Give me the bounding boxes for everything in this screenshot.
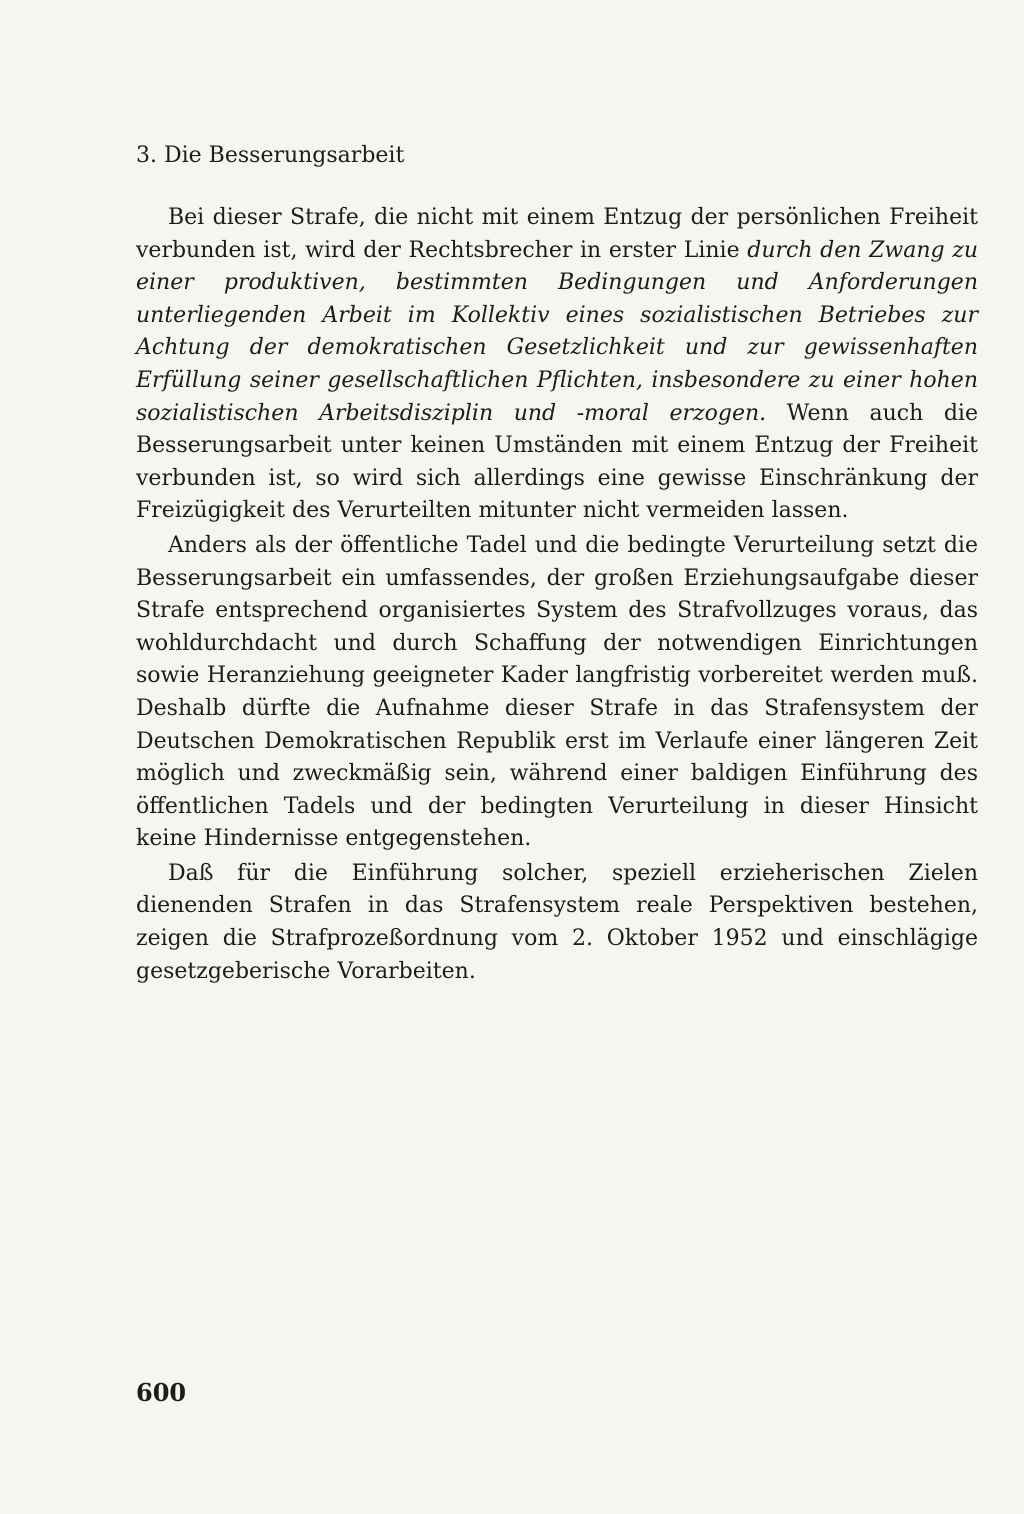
paragraph-2: [136, 530, 978, 856]
paragraph-3: [136, 858, 978, 988]
page-body: [136, 140, 978, 1500]
paragraph-1: [136, 202, 978, 528]
section-heading: 3. Die Besserungsarbeit: [136, 143, 405, 168]
page-number: 600: [136, 1378, 187, 1407]
paragraph-3-text: Daß für die Einführung solcher, speziell erzieherischen Zielen dienenden Strafen in das Strafensystem reale Perspektiven bestehen, zeigen die Strafprozeßordnung vom 2. Oktober 1952 und einschlägige gesetzgeberische Vorarbeiten.: [136, 860, 978, 984]
paragraph-1-italic-text: durch den Zwang zu einer produktiven, bestimmten Bedingungen und Anforderungen unterliegenden Arbeit im Kollektiv eines sozialistischen Betriebes zur Achtung der demokratischen Gesetzlichkeit und zur gewissenhaften Erfüllung seiner gesellschaftlichen Pflichten, insbesondere zu einer hohen sozialistischen Arbeitsdisziplin und -moral erzogen.: [136, 237, 978, 426]
paragraph-2-text: Anders als der öffentliche Tadel und die bedingte Verurteilung setzt die Besserungsarbeit ein umfassendes, der großen Erziehungsaufgabe dieser Strafe entsprechend organisiertes System des Strafvollzuges voraus, das wohldurchdacht und durch Schaffung der notwendigen Einrichtungen sowie Heranziehung geeigneter Kader langfristig vorbereitet werden muß. Deshalb dürfte die Aufnahme dieser Strafe in das Strafensystem der Deutschen Demokratischen Republik erst im Verlaufe einer längeren Zeit möglich und zweckmäßig sein, während einer baldigen Einführung des öffentlichen Tadels und der bedingten Verurteilung in dieser Hinsicht keine Hindernisse entgegenstehen.: [136, 532, 978, 852]
paragraph-1-text-1: Bei dieser Strafe, die nicht mit einem Entzug der persönlichen Freiheit verbunden ist, wird der Rechtsbrecher in erster Linie: [136, 205, 978, 263]
paragraph-1-text-2: Wenn auch die Besserungsarbeit unter keinen Umständen mit einem Entzug der Freiheit verbunden ist, so wird sich allerdings eine gewisse Einschränkung der Freizügigkeit des Verurteilten mitunter nicht vermeiden lassen.: [136, 400, 978, 524]
